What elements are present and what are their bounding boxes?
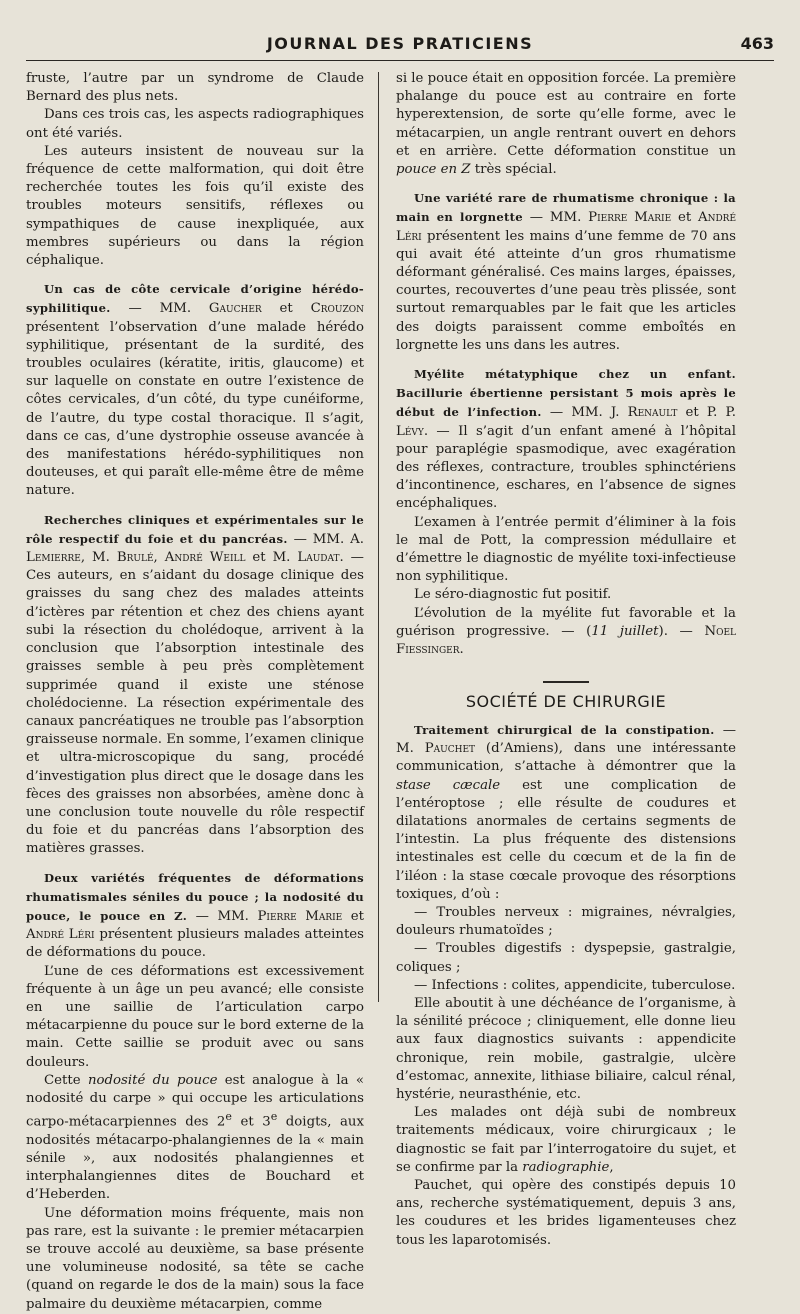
column-divider	[378, 72, 379, 1002]
article-heading: Traitement chirurgical de la constipation.	[414, 723, 715, 737]
article-thumb-deformations: Deux variétés fréquentes de déformations rhumatismales séniles du pouce ; la nodosité du pouce, le pouce en Z. — MM. Pierre Marie et André Léri présentent plusieurs malades atteintes de déformations du pouce.	[26, 870, 365, 961]
signature: Noel Fiessinger	[396, 623, 736, 658]
author-name: Renault	[627, 405, 678, 421]
paragraph: L’examen à l’entrée permit d’éliminer à la fois le mal de Pott, la compression médullaire et d’émettre le diagnostic de myélite toxi-infectieuse non syphilitique.	[396, 514, 736, 585]
paragraph: si le pouce était en opposition forcée. La première phalange du pouce est au contraire en forte hyperextension, de sorte qu’elle forme, avec le métacarpien, un angle rentrant ouvert en dehors et en arrière. Cette déformation constitue un pouce en Z très spécial.	[396, 71, 736, 178]
page-number: 463	[740, 34, 774, 53]
author-name: André Léri	[396, 210, 737, 244]
list-item: — Troubles digestifs : dyspepsie, gastralgie, coliques ;	[396, 941, 736, 975]
article-heading: Recherches cliniques et expérimentales sur le rôle respectif du foie et du pancréas.	[26, 512, 364, 546]
paragraph: fruste, l’autre par un syndrome de Claude Bernard des plus nets.	[26, 71, 364, 105]
article-heading: Deux variétés fréquentes de déformations rhumatismales séniles du pouce ; la nodosité du pouce, le pouce en Z.	[26, 870, 364, 923]
author-name: Crouzon	[310, 301, 364, 317]
section-rule	[543, 681, 589, 683]
paragraph: Les auteurs insistent de nouveau sur la fréquence de cette malformation, qui doit être recherchée toutes les fois qu’il existe des troubles moteurs sensitifs, réflexes ou sympathiques de cause inexpliquée, aux membres supérieurs ou dans la région céphalique.	[26, 143, 364, 269]
article-myelite: Myélite métatyphique chez un enfant. Bacillurie ébertienne persistant 5 mois après le début de l’infection. — MM. J. Renault et P. P. Lévy. — Il s’agit d’un enfant amené à l’hôpital pour paraplégie spasmodique, avec exagération des réflexes, contracture, troubles sphinctériens d’incontinence, eschares, en l’absence de signes encéphaliques.	[396, 367, 736, 512]
list-item: — Infections : colites, appendicite, tuberculose.	[414, 977, 736, 993]
author-name: André Weill	[164, 550, 246, 566]
author-name: André Léri	[26, 927, 95, 943]
author-name: Gaucher	[208, 301, 262, 317]
journal-title: JOURNAL DES PRATICIENS	[266, 34, 534, 53]
author-name: Pauchet	[424, 741, 476, 757]
article-heading: Un cas de côte cervicale d’origine hérédo-syphilitique.	[26, 282, 364, 316]
article-cervical-rib: Un cas de côte cervicale d’origine hérédo-syphilitique. — MM. Gaucher et Crouzon présentent l’observation d’une malade hérédo syphilitique, présentant de la surdité, des troubles oculaires (kératite, iritis, glaucome) et sur laquelle on constate en outre l’existence de côtes cervicales, d’un côté, du type cunéiforme, de l’autre, du type costal thoracique. Il s’agit, dans ce cas, d’une dystrophie osseuse avancée à des manifestations hérédo-syphilitiques non douteuses, et qui paraît elle-même être de même nature.	[26, 282, 364, 499]
author-name: Laudat	[297, 550, 340, 566]
paragraph: Pauchet, qui opère des constipés depuis 10 ans, recherche systématiquement, depuis 3 ans, les coudures et les brides ligamenteuses chez tous les laparotomisés.	[396, 1178, 736, 1248]
right-column	[396, 70, 736, 1250]
author-name: Lemierre	[26, 550, 81, 566]
list-item: — Troubles nerveux : migraines, névralgies, douleurs rhumatoïdes ;	[396, 905, 736, 939]
left-column	[26, 70, 364, 1314]
paragraph: Une déformation moins fréquente, mais non pas rare, est la suivante : le premier métacarpien se trouve accolé au deuxième, sa base présente une volumineuse nodosité, sa tête se cache (quand on regarde le dos de la main) sous la face palmaire du deuxième métacarpien, comme	[26, 1205, 364, 1312]
author-name: Brulé	[116, 550, 154, 566]
article-heading: Myélite métatyphique chez un enfant. Bacillurie ébertienne persistant 5 mois après le début de l’infection.	[396, 367, 736, 420]
article-main-en-lorgnette: Une variété rare de rhumatisme chronique : la main en lorgnette — MM. Pierre Marie et André Léri présentent les mains d’une femme de 70 ans qui avait été atteinte d’un gros rhumatisme déformant généralisé. Ces mains larges, épaisses, courtes, recouvertes d’une peau très plissée, sont surtout remarquables par le fait que les articles des doigts paraissent comme emboîtés en lorgnette les uns dans les autres.	[396, 191, 737, 353]
paragraph: Elle aboutit à une déchéance de l’organisme, à la sénilité précoce ; cliniquement, elle donne lieu aux faux diagnostics suivants : appendicite chronique, rein mobile, gastralgie, ulcère d’estomac, annexite, lithiase biliaire, calcul rénal, hystérie, neurasthénie, etc.	[396, 996, 736, 1103]
paragraph: Le séro-diagnostic fut positif.	[414, 587, 612, 603]
author-name: Pierre Marie	[588, 210, 672, 226]
article-heading: Une variété rare de rhumatisme chronique : la main en lorgnette	[396, 191, 736, 225]
paragraph: Dans ces trois cas, les aspects radiographiques ont été variés.	[26, 107, 364, 141]
author-name: Lévy	[396, 423, 424, 439]
section-title: SOCIÉTÉ DE CHIRURGIE	[396, 681, 736, 711]
paragraph: L’évolution de la myélite fut favorable et la guérison progressive. — (11 juillet). — Noel Fiessinger.	[396, 605, 736, 658]
paragraph: Les malades ont déjà subi de nombreux traitements médicaux, voire chirurgicaux ; le diagnostic se fait par l’interrogatoire du sujet, et se confirme par la radiographie,	[396, 1105, 736, 1175]
paragraph: L’une de ces déformations est excessivement fréquente à un âge un peu avancé; elle consiste en une saillie de l’articulation carpo métacarpienne du pouce sur le bord externe de la main. Cette saillie se produit avec ou sans douleurs.	[26, 963, 364, 1070]
author-name: Pierre Marie	[257, 908, 343, 924]
article-constipation: Traitement chirurgical de la constipation. — M. Pauchet (d’Amiens), dans une intéressante communication, s’attache à démontrer que la stase cæcale est une complication de l’entéroptose ; elle résulte de coudures et dilatations anormales de certains segments de l’intestin. La plus fréquente des distensions intestinales est celle du cœcum et de la fin de l’iléon : la stase cœcale provoque des résorptions toxiques, d’où :	[396, 723, 736, 902]
running-header	[26, 30, 774, 61]
article-liver-pancreas: Recherches cliniques et expérimentales sur le rôle respectif du foie et du pancréas. — MM. A. Lemierre, M. Brulé, André Weill et M. Laudat. — Ces auteurs, en s’aidant du dosage clinique des graisses du sang chez des malades atteints d’ictères par rétention et chez des chiens ayant subi la résection du cholédoque, arrivent à la conclusion que l’absorption intestinale des graisses semble à peu près complètement supprimée quand il existe une sténose cholédocienne. La résection expérimentale des canaux pancréatiques ne trouble pas l’absorption graisseuse normale. En somme, l’examen clinique et ultra-microscopique du sang, procédé d’investigation plus direct que le dosage dans les fèces des graisses non absorbées, amène donc à une conclusion toute nouvelle du rôle respectif du foie et du pancréas dans l’absorption des matières grasses.	[26, 512, 365, 857]
paragraph: Cette nodosité du pouce est analogue à la « nodosité du carpe » qui occupe les articulations carpo-métacarpiennes des 2e et 3e doigts, aux nodosités métacarpo-phalangiennes de la « main sénile », aux nodosités phalangiennes et interphalangiennes dites de Bouchard et d’Heberden.	[26, 1072, 364, 1203]
